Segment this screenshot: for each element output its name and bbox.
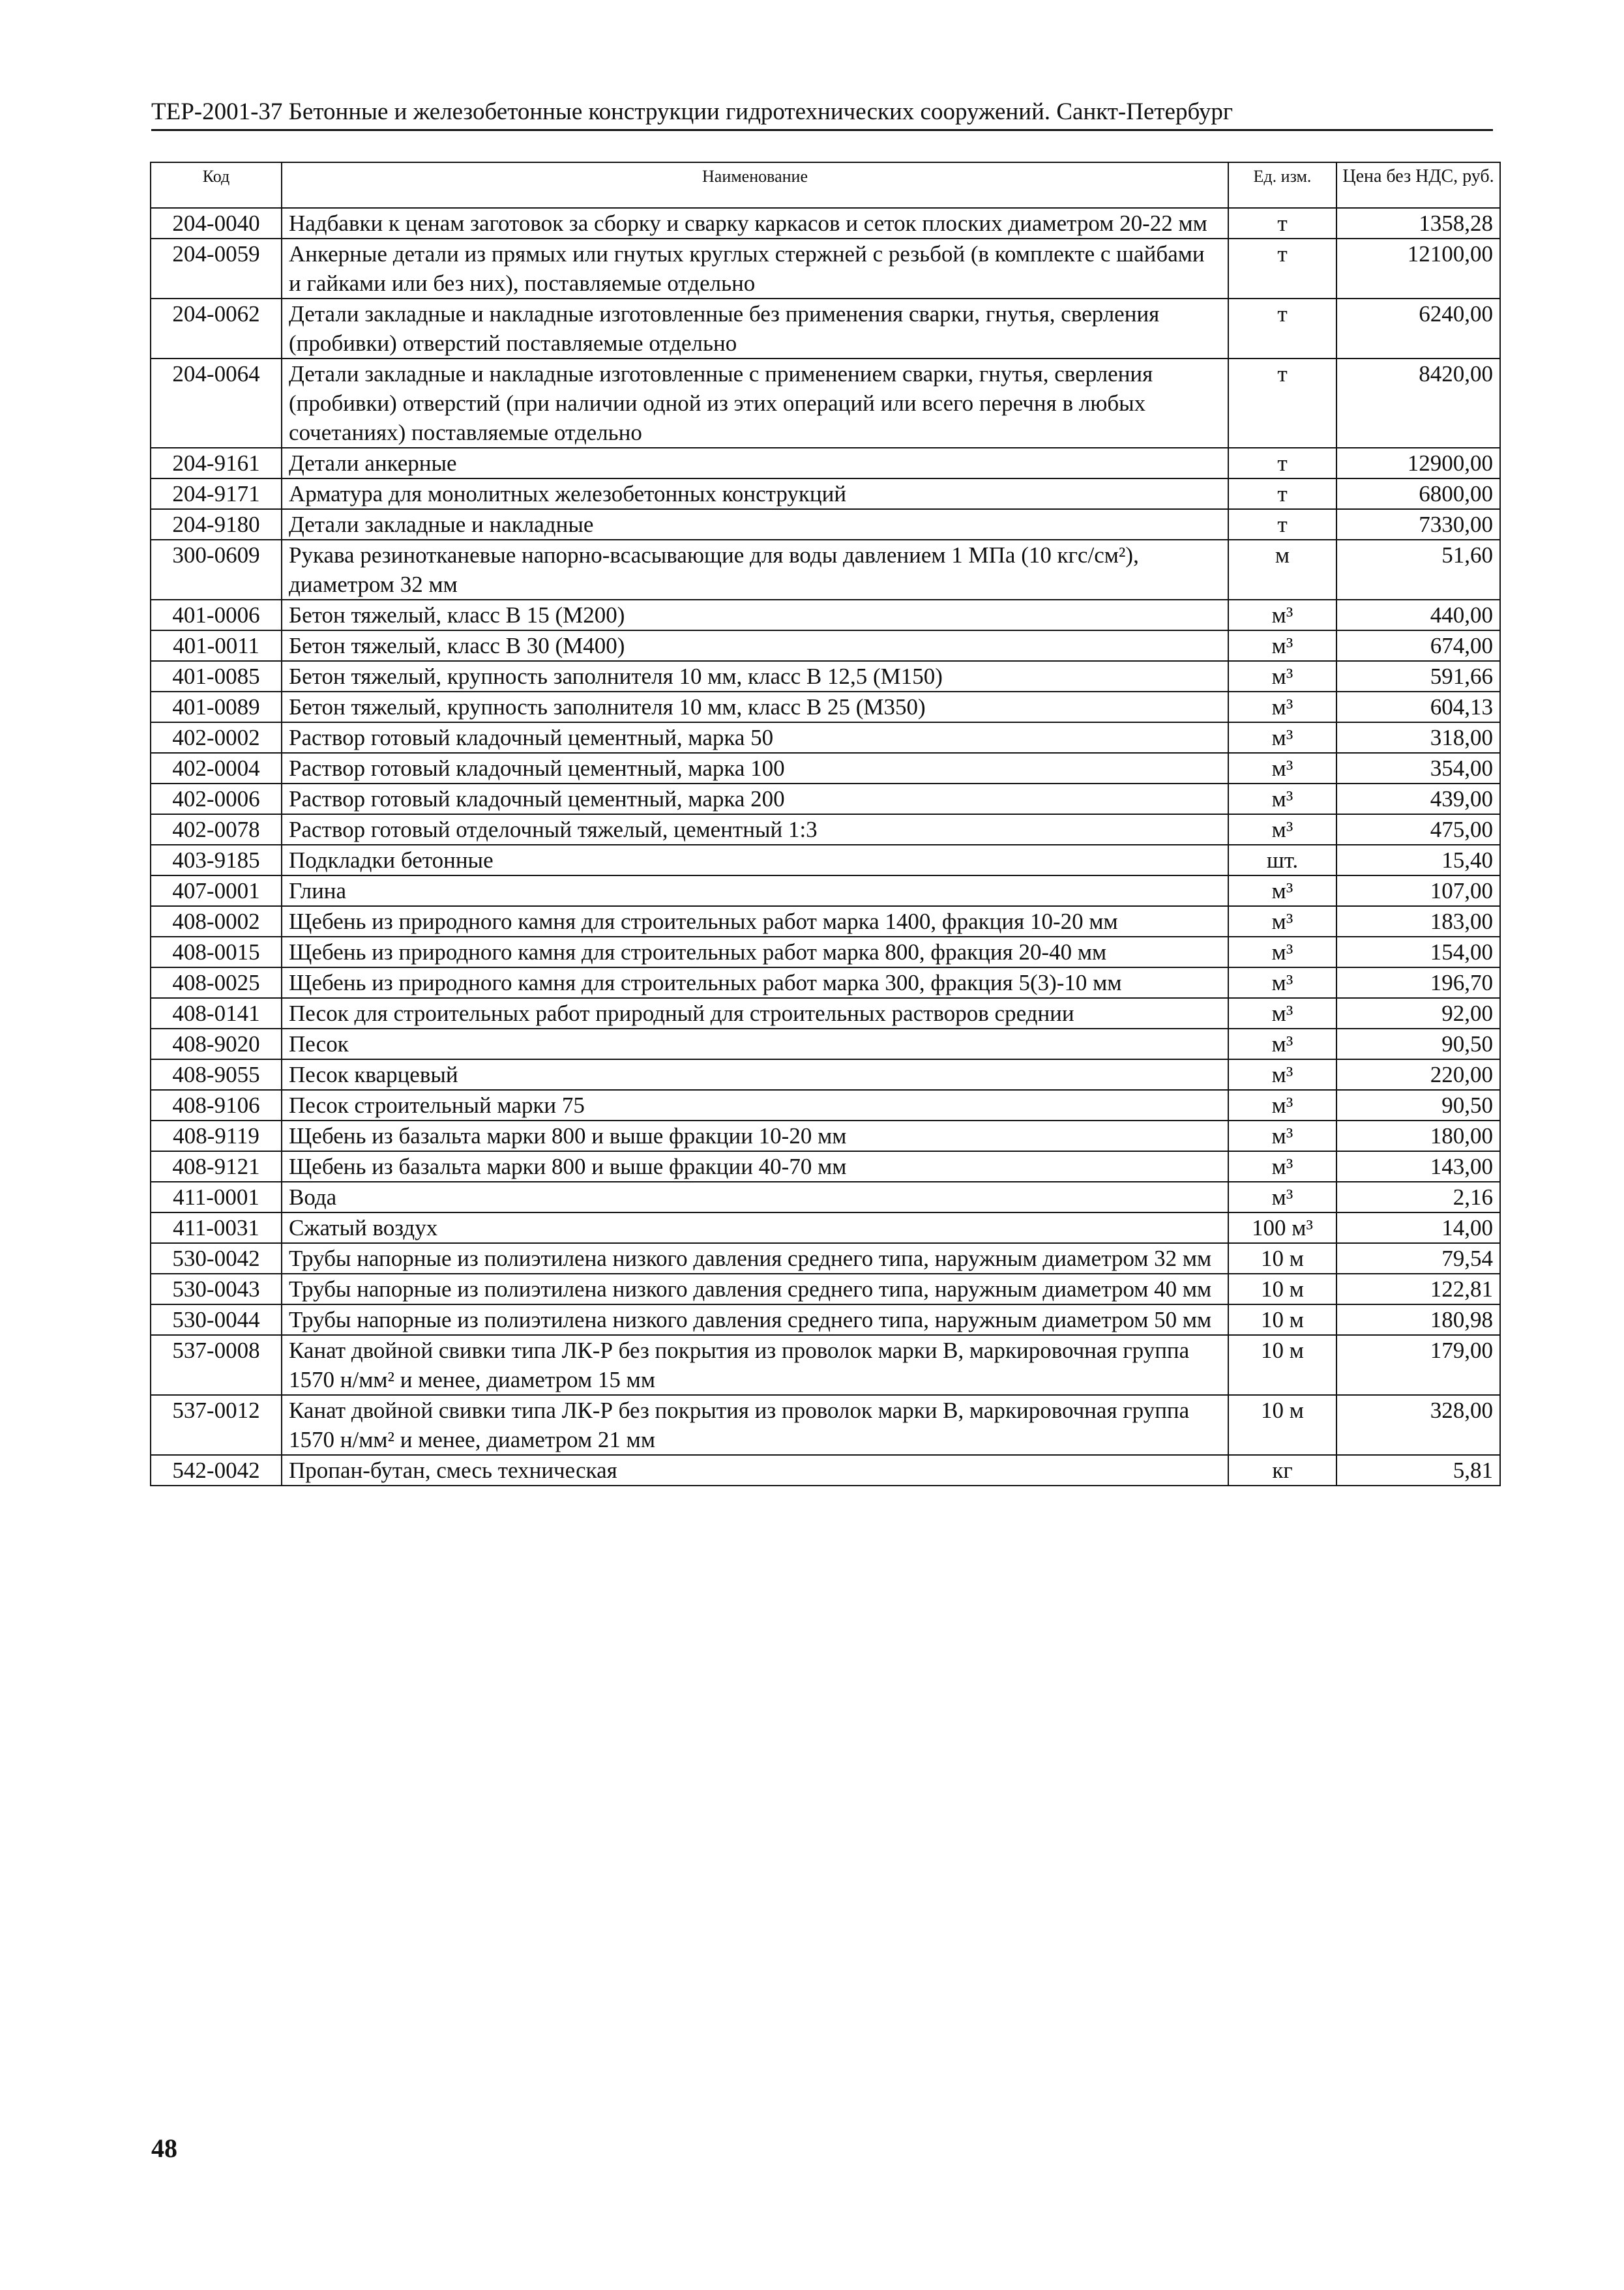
- price-cell: 15,40: [1336, 845, 1500, 875]
- unit-cell: т: [1228, 299, 1336, 359]
- name-cell: Щебень из природного камня для строительных работ марка 300, фракция 5(3)-10 мм: [282, 967, 1228, 998]
- price-cell: 180,00: [1336, 1121, 1500, 1151]
- price-cell: 14,00: [1336, 1212, 1500, 1243]
- unit-cell: т: [1228, 448, 1336, 478]
- name-cell: Бетон тяжелый, крупность заполнителя 10 мм, класс В 12,5 (М150): [282, 661, 1228, 692]
- code-cell: 408-9106: [151, 1090, 282, 1121]
- table-row: [151, 784, 1500, 814]
- price-cell: 674,00: [1336, 630, 1500, 661]
- price-cell: 180,98: [1336, 1304, 1500, 1335]
- name-cell: Трубы напорные из полиэтилена низкого давления среднего типа, наружным диаметром 32 мм: [282, 1243, 1228, 1274]
- table-row: [151, 540, 1500, 600]
- code-cell: 402-0002: [151, 722, 282, 753]
- price-cell: 196,70: [1336, 967, 1500, 998]
- code-cell: 408-9020: [151, 1029, 282, 1059]
- unit-cell: т: [1228, 239, 1336, 299]
- table-row: [151, 208, 1500, 239]
- unit-cell: м³: [1228, 1090, 1336, 1121]
- code-cell: 408-0025: [151, 967, 282, 998]
- name-cell: Детали закладные и накладные: [282, 509, 1228, 540]
- table-row: [151, 1182, 1500, 1212]
- code-cell: 408-0015: [151, 937, 282, 967]
- code-cell: 300-0609: [151, 540, 282, 600]
- unit-cell: м³: [1228, 722, 1336, 753]
- table-row: [151, 661, 1500, 692]
- code-cell: 411-0001: [151, 1182, 282, 1212]
- unit-cell: м³: [1228, 814, 1336, 845]
- price-cell: 2,16: [1336, 1182, 1500, 1212]
- name-cell: Канат двойной свивки типа ЛК-Р без покрытия из проволок марки В, маркировочная группа 1570 н/мм² и менее, диаметром 21 мм: [282, 1395, 1228, 1455]
- unit-cell: м³: [1228, 1029, 1336, 1059]
- code-cell: 530-0042: [151, 1243, 282, 1274]
- unit-cell: 100 м³: [1228, 1212, 1336, 1243]
- table-row: [151, 875, 1500, 906]
- unit-cell: кг: [1228, 1455, 1336, 1486]
- table-row: [151, 1151, 1500, 1182]
- name-cell: Песок для строительных работ природный для строительных растворов среднии: [282, 998, 1228, 1029]
- price-cell: 183,00: [1336, 906, 1500, 937]
- unit-cell: 10 м: [1228, 1335, 1336, 1395]
- name-cell: Раствор готовый кладочный цементный, марка 50: [282, 722, 1228, 753]
- code-cell: 408-0002: [151, 906, 282, 937]
- table-row: [151, 478, 1500, 509]
- code-cell: 401-0089: [151, 692, 282, 722]
- name-cell: Песок кварцевый: [282, 1059, 1228, 1090]
- unit-cell: м³: [1228, 1182, 1336, 1212]
- code-cell: 537-0008: [151, 1335, 282, 1395]
- name-cell: Канат двойной свивки типа ЛК-Р без покрытия из проволок марки В, маркировочная группа 1570 н/мм² и менее, диаметром 15 мм: [282, 1335, 1228, 1395]
- price-cell: 318,00: [1336, 722, 1500, 753]
- unit-cell: м³: [1228, 906, 1336, 937]
- name-cell: Трубы напорные из полиэтилена низкого давления среднего типа, наружным диаметром 40 мм: [282, 1274, 1228, 1304]
- code-cell: 401-0006: [151, 600, 282, 630]
- code-cell: 402-0006: [151, 784, 282, 814]
- code-cell: 401-0085: [151, 661, 282, 692]
- price-cell: 6240,00: [1336, 299, 1500, 359]
- price-cell: 220,00: [1336, 1059, 1500, 1090]
- price-cell: 328,00: [1336, 1395, 1500, 1455]
- price-cell: 604,13: [1336, 692, 1500, 722]
- table-row: [151, 814, 1500, 845]
- code-cell: 401-0011: [151, 630, 282, 661]
- unit-cell: шт.: [1228, 845, 1336, 875]
- unit-cell: м: [1228, 540, 1336, 600]
- price-cell: 51,60: [1336, 540, 1500, 600]
- table-row: [151, 1395, 1500, 1455]
- table-body: [151, 208, 1500, 1486]
- table-row: [151, 359, 1500, 448]
- name-cell: Арматура для монолитных железобетонных конструкций: [282, 478, 1228, 509]
- price-table: [150, 162, 1501, 1486]
- name-cell: Подкладки бетонные: [282, 845, 1228, 875]
- code-cell: 204-9180: [151, 509, 282, 540]
- table-row: [151, 1304, 1500, 1335]
- unit-cell: м³: [1228, 753, 1336, 784]
- name-cell: Детали закладные и накладные изготовленные без применения сварки, гнутья, сверления (пробивки) отверстий поставляемые отдельно: [282, 299, 1228, 359]
- price-cell: 90,50: [1336, 1029, 1500, 1059]
- code-cell: 408-9121: [151, 1151, 282, 1182]
- name-cell: Щебень из природного камня для строительных работ марка 800, фракция 20-40 мм: [282, 937, 1228, 967]
- code-cell: 537-0012: [151, 1395, 282, 1455]
- code-cell: 204-9161: [151, 448, 282, 478]
- unit-cell: м³: [1228, 600, 1336, 630]
- unit-cell: т: [1228, 478, 1336, 509]
- name-cell: Бетон тяжелый, класс В 15 (М200): [282, 600, 1228, 630]
- name-cell: Детали закладные и накладные изготовленные с применением сварки, гнутья, сверления (пробивки) отверстий (при наличии одной из этих операций или всего перечня в любых сочетаниях) поставляемые отдельно: [282, 359, 1228, 448]
- unit-cell: м³: [1228, 661, 1336, 692]
- unit-cell: 10 м: [1228, 1304, 1336, 1335]
- table-row: [151, 600, 1500, 630]
- name-cell: Рукава резинотканевые напорно-всасывающие для воды давлением 1 МПа (10 кгс/см²), диаметром 32 мм: [282, 540, 1228, 600]
- table-row: [151, 1335, 1500, 1395]
- table-row: [151, 1090, 1500, 1121]
- table-row: [151, 845, 1500, 875]
- name-cell: Щебень из базальта марки 800 и выше фракции 10-20 мм: [282, 1121, 1228, 1151]
- code-cell: 411-0031: [151, 1212, 282, 1243]
- unit-cell: м³: [1228, 937, 1336, 967]
- table-row: [151, 1212, 1500, 1243]
- unit-cell: м³: [1228, 1151, 1336, 1182]
- table-row: [151, 239, 1500, 299]
- unit-cell: м³: [1228, 998, 1336, 1029]
- unit-cell: м³: [1228, 1121, 1336, 1151]
- name-cell: Надбавки к ценам заготовок за сборку и сварку каркасов и сеток плоских диаметром 20-22 мм: [282, 208, 1228, 239]
- code-cell: 204-9171: [151, 478, 282, 509]
- name-cell: Песок: [282, 1029, 1228, 1059]
- column-header-name: Наименование: [282, 162, 1228, 208]
- table-row: [151, 967, 1500, 998]
- price-cell: 12100,00: [1336, 239, 1500, 299]
- code-cell: 402-0004: [151, 753, 282, 784]
- table-row: [151, 692, 1500, 722]
- name-cell: Трубы напорные из полиэтилена низкого давления среднего типа, наружным диаметром 50 мм: [282, 1304, 1228, 1335]
- code-cell: 530-0043: [151, 1274, 282, 1304]
- name-cell: Раствор готовый кладочный цементный, марка 100: [282, 753, 1228, 784]
- price-cell: 122,81: [1336, 1274, 1500, 1304]
- unit-cell: т: [1228, 359, 1336, 448]
- unit-cell: т: [1228, 208, 1336, 239]
- name-cell: Песок строительный марки 75: [282, 1090, 1228, 1121]
- table-row: [151, 1243, 1500, 1274]
- table-row: [151, 722, 1500, 753]
- name-cell: Бетон тяжелый, класс В 30 (М400): [282, 630, 1228, 661]
- price-cell: 179,00: [1336, 1335, 1500, 1395]
- page-header-title: ТЕР-2001-37 Бетонные и железобетонные конструкции гидротехнических сооружений. Санкт-Петербург: [151, 98, 1233, 125]
- table-header-row: [151, 162, 1500, 208]
- price-cell: 439,00: [1336, 784, 1500, 814]
- code-cell: 408-0141: [151, 998, 282, 1029]
- table-row: [151, 1121, 1500, 1151]
- price-cell: 5,81: [1336, 1455, 1500, 1486]
- table-row: [151, 509, 1500, 540]
- unit-cell: 10 м: [1228, 1274, 1336, 1304]
- price-cell: 90,50: [1336, 1090, 1500, 1121]
- unit-cell: м³: [1228, 692, 1336, 722]
- name-cell: Бетон тяжелый, крупность заполнителя 10 мм, класс В 25 (М350): [282, 692, 1228, 722]
- price-cell: 143,00: [1336, 1151, 1500, 1182]
- table-row: [151, 299, 1500, 359]
- code-cell: 204-0040: [151, 208, 282, 239]
- table-row: [151, 998, 1500, 1029]
- unit-cell: м³: [1228, 1059, 1336, 1090]
- name-cell: Пропан-бутан, смесь техническая: [282, 1455, 1228, 1486]
- name-cell: Глина: [282, 875, 1228, 906]
- name-cell: Щебень из природного камня для строительных работ марка 1400, фракция 10-20 мм: [282, 906, 1228, 937]
- price-cell: 591,66: [1336, 661, 1500, 692]
- table-row: [151, 1455, 1500, 1486]
- code-cell: 408-9119: [151, 1121, 282, 1151]
- table-row: [151, 906, 1500, 937]
- code-cell: 530-0044: [151, 1304, 282, 1335]
- code-cell: 204-0062: [151, 299, 282, 359]
- table-row: [151, 1274, 1500, 1304]
- name-cell: Щебень из базальта марки 800 и выше фракции 40-70 мм: [282, 1151, 1228, 1182]
- price-cell: 1358,28: [1336, 208, 1500, 239]
- page-number: 48: [151, 2134, 177, 2163]
- price-cell: 440,00: [1336, 600, 1500, 630]
- table-row: [151, 1059, 1500, 1090]
- unit-cell: м³: [1228, 875, 1336, 906]
- price-cell: 7330,00: [1336, 509, 1500, 540]
- column-header-code: Код: [151, 162, 282, 208]
- price-cell: 79,54: [1336, 1243, 1500, 1274]
- price-cell: 354,00: [1336, 753, 1500, 784]
- name-cell: Раствор готовый отделочный тяжелый, цементный 1:3: [282, 814, 1228, 845]
- column-header-price: Цена без НДС, руб.: [1336, 162, 1500, 208]
- name-cell: Сжатый воздух: [282, 1212, 1228, 1243]
- price-cell: 8420,00: [1336, 359, 1500, 448]
- name-cell: Раствор готовый кладочный цементный, марка 200: [282, 784, 1228, 814]
- price-cell: 154,00: [1336, 937, 1500, 967]
- code-cell: 402-0078: [151, 814, 282, 845]
- name-cell: Анкерные детали из прямых или гнутых круглых стержней с резьбой (в комплекте с шайбами и гайками или без них), поставляемые отдельно: [282, 239, 1228, 299]
- code-cell: 204-0059: [151, 239, 282, 299]
- unit-cell: м³: [1228, 784, 1336, 814]
- table-row: [151, 630, 1500, 661]
- price-cell: 92,00: [1336, 998, 1500, 1029]
- table-row: [151, 448, 1500, 478]
- unit-cell: 10 м: [1228, 1243, 1336, 1274]
- price-cell: 107,00: [1336, 875, 1500, 906]
- price-cell: 12900,00: [1336, 448, 1500, 478]
- unit-cell: м³: [1228, 630, 1336, 661]
- name-cell: Детали анкерные: [282, 448, 1228, 478]
- unit-cell: 10 м: [1228, 1395, 1336, 1455]
- price-cell: 6800,00: [1336, 478, 1500, 509]
- code-cell: 204-0064: [151, 359, 282, 448]
- header-rule: [151, 129, 1493, 131]
- unit-cell: т: [1228, 509, 1336, 540]
- code-cell: 542-0042: [151, 1455, 282, 1486]
- code-cell: 407-0001: [151, 875, 282, 906]
- price-cell: 475,00: [1336, 814, 1500, 845]
- table-row: [151, 1029, 1500, 1059]
- unit-cell: м³: [1228, 967, 1336, 998]
- table-row: [151, 937, 1500, 967]
- column-header-unit: Ед. изм.: [1228, 162, 1336, 208]
- code-cell: 408-9055: [151, 1059, 282, 1090]
- code-cell: 403-9185: [151, 845, 282, 875]
- table-row: [151, 753, 1500, 784]
- name-cell: Вода: [282, 1182, 1228, 1212]
